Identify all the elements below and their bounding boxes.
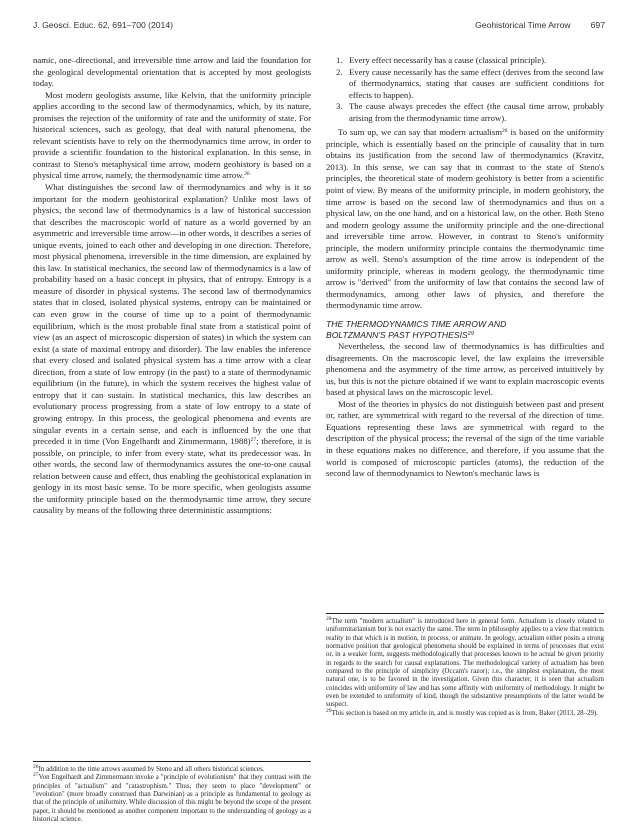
list-text: The cause always precedes the effect (the causal time arrow, probably arising from the thermodynamic time arrow). (349, 101, 604, 123)
footnote-number: 28 (326, 616, 332, 622)
paragraph: Most of the theories in physics do not distinguish between past and present or, rather, are symmetrical with regard to the reversal of the direction of time. Equations representing these laws are symmetrical with regard to the description of the physical process; the reversal of the sign of the time variable in these equations makes no difference, and therefore, if you assume that the world is composed of microscopic particles (atoms), the reduction of the second law of thermodynamics to Newton's mechanic laws is (326, 398, 604, 479)
heading-line: BOLTZMANN'S PAST HYPOTHESIS (326, 330, 468, 341)
footnote-text: Von Engelhardt and Zimmermann invoke a "principle of evolutionism" that they contrast with the principles of "actualism" and "catastrophism." Thus, they seem to place "development" or "evolution" (more broadly construed than Darwinian) as a principle as fundamental to geology as that of the principle of uniformity. While discussion of this might be beyond the scope of the present paper, it should be mentioned as another component important to the understanding of geology as a historical science. (33, 774, 311, 824)
list-item (326, 55, 604, 67)
paragraph-text: What distinguishes the second law of thermodynamics and why is it so important for the modern geohistorical explanation? Unlike most laws of physics, the second law of thermodynamics is a law of historical succession that describes the macroscopic world of nature as a world governed by an asymmetric and irreversible time arrow—in other words, it describes a series of unique events, joined to each other and developing in one direction. Therefore, most physical phenomena, irreversible in the time dimension, are explained by this law. In statistical mechanics, the second law of thermodynamics is a law of probability based on a basic concept in physics, that of entropy. Entropy is a measure of disorder in physical systems. The second law of thermodynamics states that in closed, isolated physical systems, entropy can be maintained or can even grow in the course of time up to a point of thermodynamic equilibrium, which is the most probable final state from a statistical point of view (as an aspect of microscopic dispersion of states) in which the system can exist (a state of maximal entropy and disorder). The law enables the inference that every closed and isolated physical system has a time arrow with a clear direction, from a state of low entropy (in the past) to a state of thermodynamic equilibrium (in the future), in which the system receives the highest value of entropy that it can sustain. In statistical mechanics, this law describes an evolutionary process progressing from a state of low entropy to a state of growing entropy. In this process, the geological phenomena and events are singular events in a certain sense, and each is influenced by the one that preceded it in time (Von Engelhardt and Zimmermann, 1988) (33, 182, 311, 447)
footnotes-left (33, 761, 311, 824)
footnote-ref: 29 (467, 331, 474, 338)
paragraph-text: is based on the uniformity principle, which is essentially based on the principle of causality that in turn obtains its justification from the second law of thermodynamics (Kravitz, 2013). In this sense, we can say that in contrast to the state of Steno's principles, the theoretical state of modern geohistory is better from a scientific point of view. By means of the uniformity principle, in modern geohistory, the time arrow is based on the second law of thermodynamics and thus on a physical law, on the one hand, and on a historical law, on the other. Both Steno and modern geology assume the uniformity principle and the one-directional and irreversible time arrow. However, in contrast to Steno's uniformity principle, the modern uniformity principle contains the thermodynamic time arrow as well. Steno's assumption of the time arrow is independent of the uniformity principle, whereas in modern geology, the thermodynamic time arrow is "derived" from the uniformity of law that contains the second law of thermodynamics, among other laws of physics, and therefore the thermodynamic time arrow. (326, 127, 604, 311)
list-text: Every cause necessarily has the same effect (derives from the second law of thermodynamics, stating that causes are sufficient conditions for effects to happen). (349, 66, 604, 100)
left-column (33, 55, 311, 517)
paragraph: namic, one–directional, and irreversible time arrow and laid the foundation for the geological developmental orientation that is accepted by most geologists today. (33, 55, 311, 89)
journal-citation: J. Geosci. Educ. 62, 691–700 (2014) (33, 20, 173, 30)
footnote-divider (33, 761, 311, 762)
footnote-divider (326, 613, 604, 614)
footnote-number: 29 (326, 707, 332, 714)
list-item (326, 101, 604, 124)
footnote-text: This section is based on my article in, and is mostly was copied as is from, Baker (2013, 28–29). (331, 709, 598, 717)
header-right (475, 20, 605, 30)
paragraph: Nevertheless, the second law of thermodynamics is has difficulties and disagreements. On the macroscopic level, the law explains the irreversible phenomena and the asymmetry of the time arrow, as perceived intuitively by us, but this is not the picture obtained if we want to explain macroscopic events based at physical laws on the microscopic level. (326, 341, 604, 398)
footnote-number: 26 (33, 764, 39, 770)
paragraph-text: To sum up, we can say that modern actualism (338, 127, 502, 138)
footnote-ref: 27 (250, 437, 257, 444)
section-heading (326, 319, 604, 341)
list-text: Every effect necessarily has a cause (classical principle). (349, 55, 547, 65)
footnote-text: In addition to the time arrows assumed by Steno and all others historical sciences. (38, 766, 265, 773)
page-number: 697 (590, 20, 605, 30)
footnote (326, 707, 604, 718)
list-item (326, 67, 604, 102)
footnotes-right (326, 613, 604, 718)
paragraph (33, 182, 311, 517)
running-title: Geohistorical Time Arrow (475, 20, 571, 30)
footnote (326, 618, 604, 710)
footnote-text: The term "modern actualism" is introduced here in general form. Actualism is closely related to uniformitarianism but is not exactly the same. The term in philosophy applies to a view that restricts reality to that which is in motion, in process, or animate. In geology, actualism either posits a strong normative position that geological phenomena should be explained in terms of processes that exist or, in a weaker form, suggests methodologically that processes known to be actual be given priority in regards to the search for causal explanations. The methodological variety of actualism has been compared to the principle of simplicity (Occam's razor); i.e., the simplest explanation, the most natural one, is to be favored in the investigation. Given this character, it is seen that actualism coincides with uniformity of law and has some affinity with uniformity of methodology. It might be even be extended to uniformity of kind, though the substantive presumptions of the latter would be suspect. (326, 618, 604, 709)
footnote (33, 774, 311, 824)
list-number: 1. (336, 55, 343, 65)
paragraph-text: Most modern geologists assume, like Kelvin, that the uniformity principle applies according to the second law of thermodynamics, which, by its nature, promises the rejection of the uniformity of rate and the uniformity of state. For historical sciences, such as geology, that deal with natural phenomena, the relevant scientists have to rely on the thermodynamics time arrow, in order to provide a scientific foundation to the historical explanation. In this sense, in contrast to Steno's metaphysical time arrow, modern geohistory is based on a physical time arrow, namely, the thermodynamic time arrow. (33, 89, 311, 181)
heading-line: THE THERMODYNAMICS TIME ARROW AND (326, 319, 507, 330)
running-header (33, 20, 605, 34)
list-number: 3. (336, 101, 343, 112)
list-number: 2. (336, 66, 343, 77)
paragraph (326, 127, 604, 312)
footnote-number: 27 (33, 772, 39, 779)
deterministic-assumptions-list (326, 55, 604, 124)
paragraph (33, 90, 311, 182)
right-column (326, 55, 604, 480)
paragraph-text: ; therefore, it is possible, on principle, to infer from every state, what its predecessor was. In other words, the second law of thermodynamics assures the one-to-one causal relation between cause and effect, thus enabling the geohistorical explanation in geology in its most basic sense. To be more specific, when geologists assume the uniformity principle based on the thermodynamic time arrow, they secure causality by means of the following three deterministic assumptions: (33, 436, 311, 516)
footnote-ref: 28 (502, 128, 508, 135)
footnote-ref: 26 (244, 171, 250, 178)
